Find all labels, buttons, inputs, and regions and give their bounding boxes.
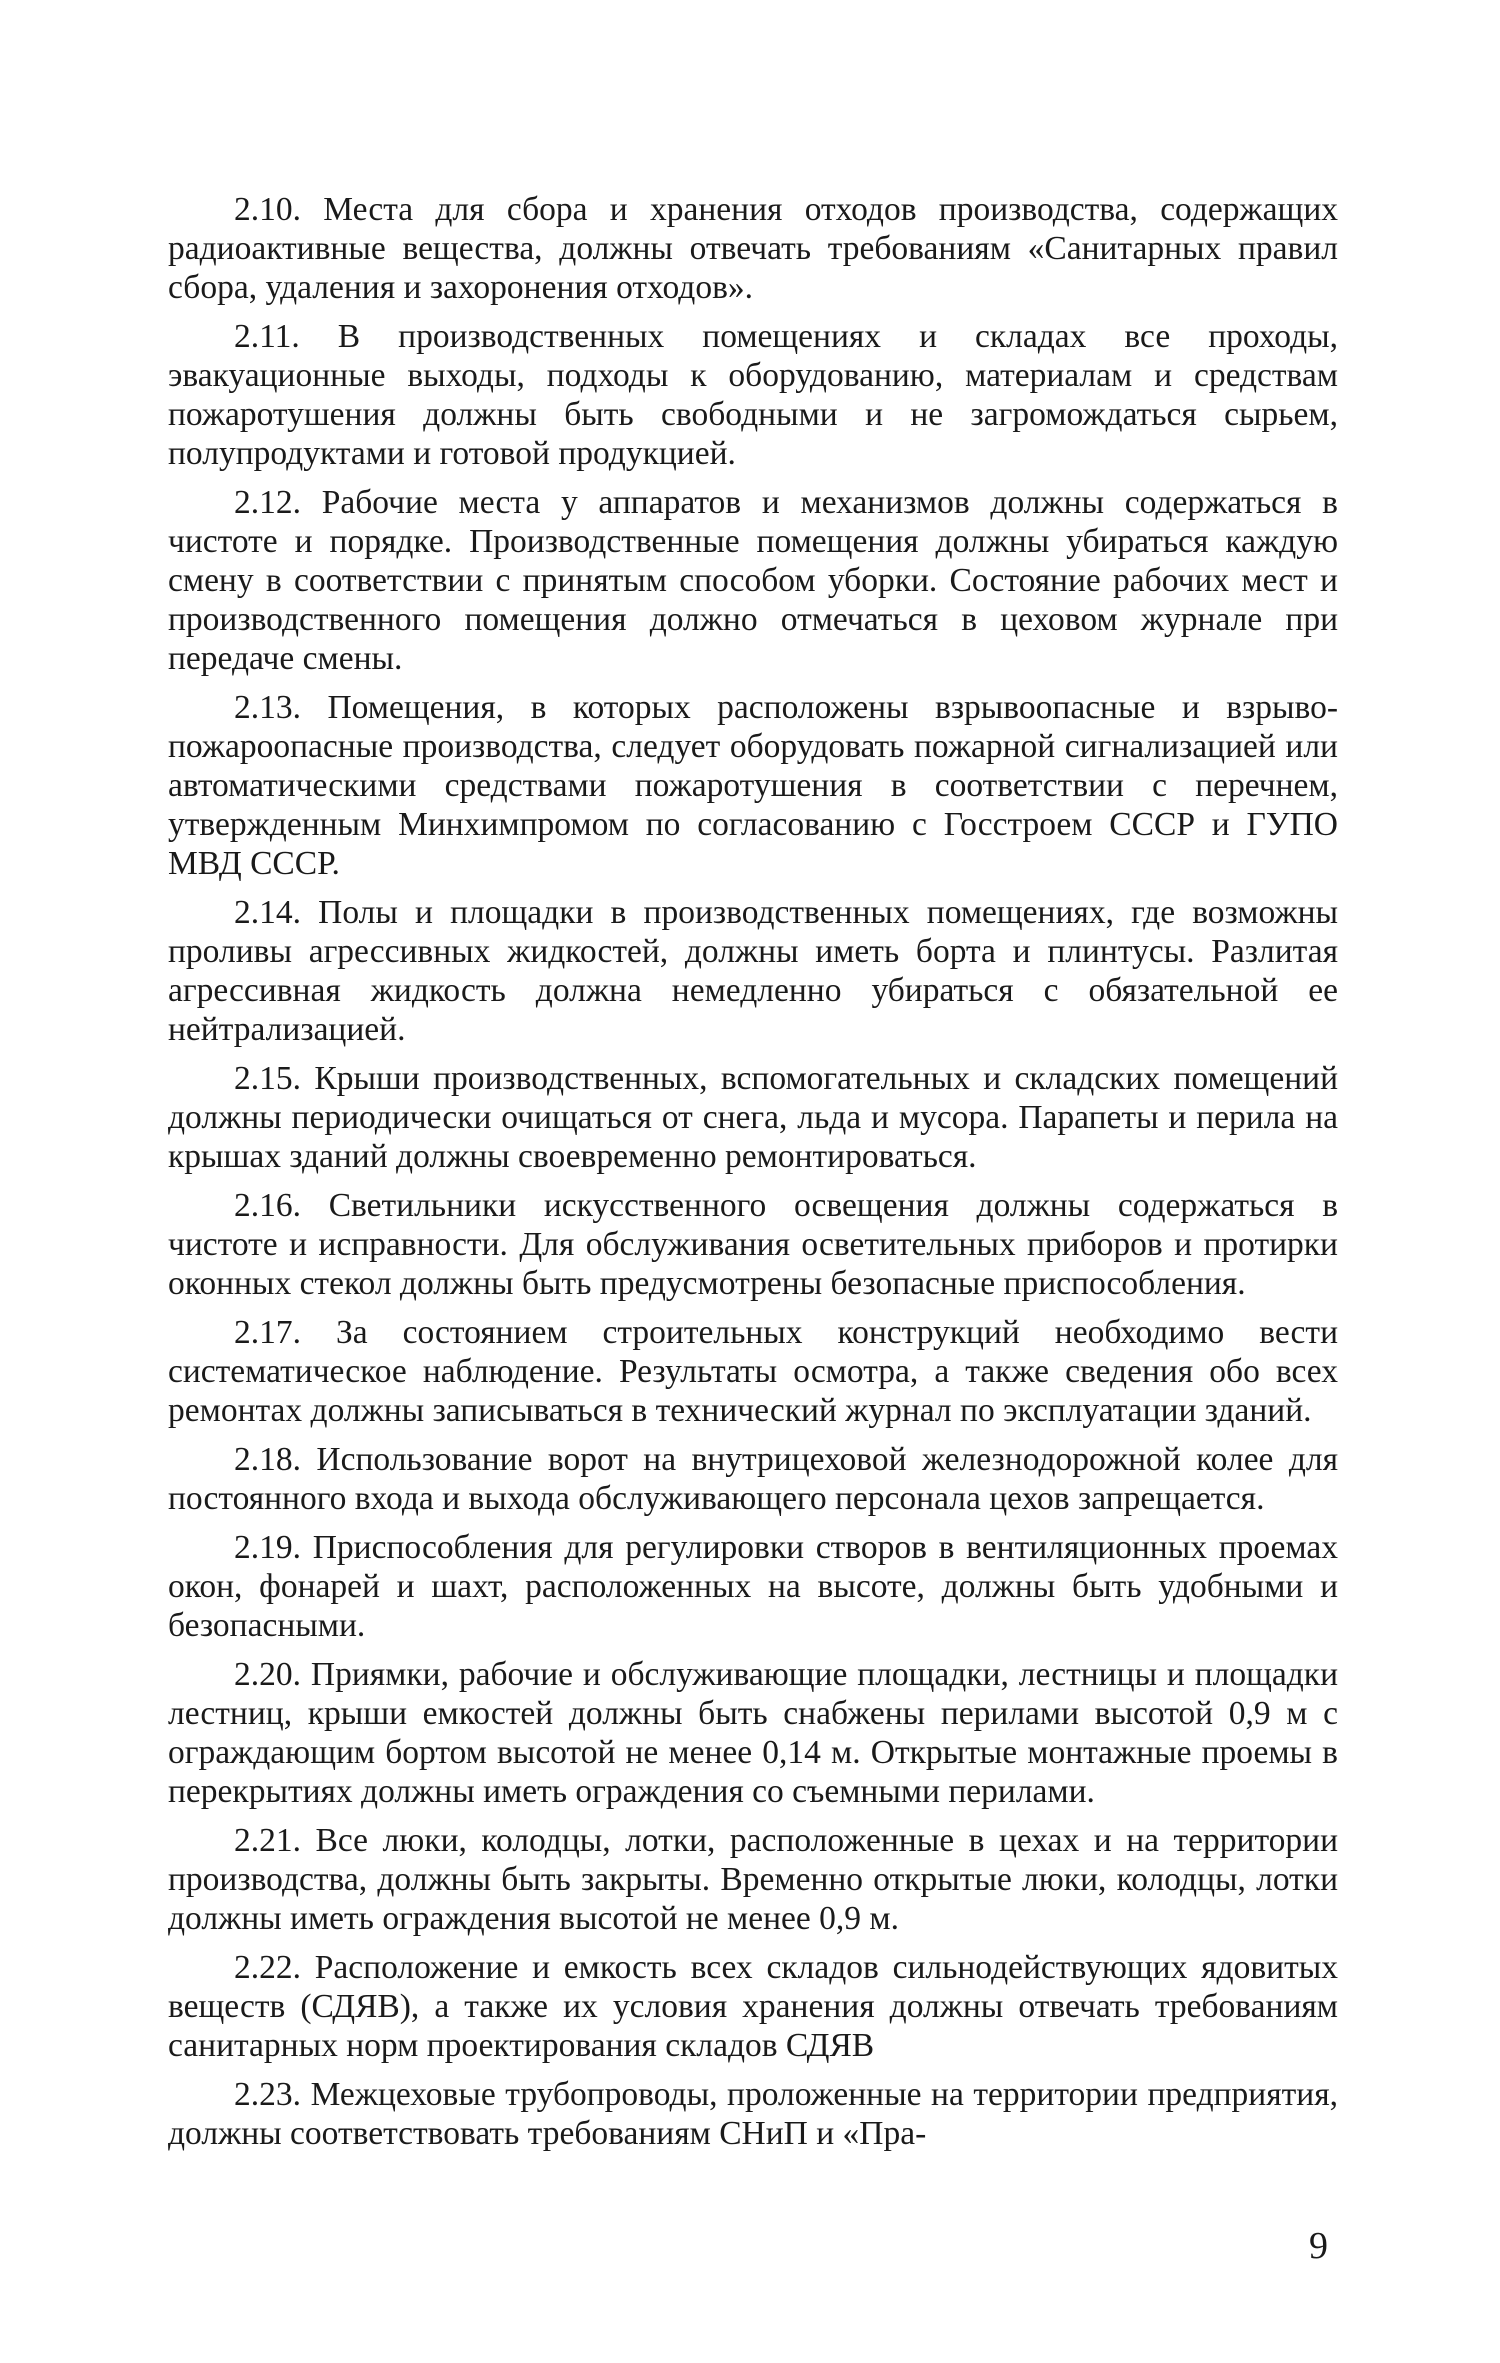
clause-text: Полы и площадки в производственных помещениях, где возможны проливы агрессивных жидкостей, должны иметь борта и плинтусы. Разлитая агрессивная жидкость должна немедленно убираться с обязательной ее нейтрализацией. — [168, 894, 1339, 1048]
clause-text: Помещения, в которых расположены взрывоопасные и взрыво-пожароопасные производства, следует оборудовать пожарной сигнализацией или автоматическими средствами пожаротушения в соответствии с перечнем, утвержденным Минхимпромом по согласованию с Госстроем СССР и ГУПО МВД СССР. — [168, 689, 1339, 882]
clause-text: В производственных помещениях и складах все проходы, эвакуационные выходы, подходы к оборудованию, материалам и средствам пожаротушения должны быть свободными и не загромождаться сырьем, полупродуктами и готовой продукцией. — [168, 318, 1338, 472]
clause-number: 2.21. — [234, 1822, 301, 1859]
clause-text: За состоянием строительных конструкций необходимо вести систематическое наблюдение. Результаты осмотра, а также сведения обо всех ремонтах должны записываться в технический журнал по эксплуатации зданий. — [168, 1314, 1338, 1429]
clause-number: 2.20. — [234, 1656, 301, 1693]
clause-number: 2.18. — [234, 1441, 301, 1478]
clause-number: 2.16. — [234, 1187, 301, 1224]
clause-number: 2.22. — [234, 1949, 301, 1986]
clause-2-20 — [168, 1655, 1338, 1811]
clause-number: 2.13. — [234, 689, 301, 726]
clause-number: 2.23. — [234, 2076, 301, 2113]
clause-number: 2.12. — [234, 484, 301, 521]
clause-2-13 — [168, 688, 1338, 883]
clause-text: Все люки, колодцы, лотки, расположенные в цехах и на территории производства, должны быть закрыты. Временно открытые люки, колодцы, лотки должны иметь ограждения высотой не менее 0,9 м. — [168, 1822, 1339, 1937]
clause-text: Расположение и емкость всех складов сильнодействующих ядовитых веществ (СДЯВ), а также их условия хранения должны отвечать требованиям санитарных норм проектирования складов СДЯВ — [168, 1949, 1338, 2064]
clause-text: Межцеховые трубопроводы, проложенные на территории предприятия, должны соответствовать требованиям СНиП и «Пра- — [168, 2076, 1338, 2152]
clause-text: Рабочие места у аппаратов и механизмов должны содержаться в чистоте и порядке. Производственные помещения должны убираться каждую смену в соответствии с принятым способом уборки. Состояние рабочих мест и производственного помещения должно отмечаться в цеховом журнале при передаче смены. — [168, 484, 1338, 677]
clause-number: 2.17. — [234, 1314, 301, 1351]
clause-text: Приспособления для регулировки створов в вентиляционных проемах окон, фонарей и шахт, расположенных на высоте, должны быть удобными и безопасными. — [168, 1529, 1339, 1644]
clause-2-22 — [168, 1948, 1338, 2065]
clause-number: 2.14. — [234, 894, 301, 931]
clause-2-17 — [168, 1313, 1338, 1430]
clause-2-15 — [168, 1059, 1338, 1176]
clause-number: 2.15. — [234, 1060, 301, 1097]
clause-number: 2.19. — [234, 1529, 301, 1566]
clause-2-21 — [168, 1821, 1338, 1938]
clause-2-16 — [168, 1186, 1338, 1303]
clause-2-19 — [168, 1528, 1338, 1645]
clause-text: Приямки, рабочие и обслуживающие площадки, лестницы и площадки лестниц, крыши емкостей должны быть снабжены перилами высотой 0,9 м с ограждающим бортом высотой не менее 0,14 м. Открытые монтажные проемы в перекрытиях должны иметь ограждения со съемными перилами. — [168, 1656, 1338, 1810]
clause-2-23 — [168, 2075, 1338, 2153]
document-page — [168, 190, 1338, 2310]
clause-number: 2.11. — [234, 318, 300, 355]
clause-text: Места для сбора и хранения отходов производства, содержащих радиоактивные вещества, должны отвечать требованиям «Санитарных правил сбора, удаления и захоронения отходов». — [168, 191, 1338, 306]
clause-2-10 — [168, 190, 1338, 307]
clause-text: Крыши производственных, вспомогательных и складских помещений должны периодически очищаться от снега, льда и мусора. Парапеты и перила на крышах зданий должны своевременно ремонтироваться. — [168, 1060, 1339, 1175]
clause-2-11 — [168, 317, 1338, 473]
clause-2-14 — [168, 893, 1338, 1049]
clause-text: Использование ворот на внутрицеховой железнодорожной колее для постоянного входа и выхода обслуживающего персонала цехов запрещается. — [168, 1441, 1339, 1517]
clause-text: Светильники искусственного освещения должны содержаться в чистоте и исправности. Для обслуживания осветительных приборов и протирки оконных стекол должны быть предусмотрены безопасные приспособления. — [168, 1187, 1339, 1302]
clause-2-18 — [168, 1440, 1338, 1518]
clause-2-12 — [168, 483, 1338, 678]
page-number: 9 — [1309, 2225, 1328, 2267]
clause-number: 2.10. — [234, 191, 301, 228]
